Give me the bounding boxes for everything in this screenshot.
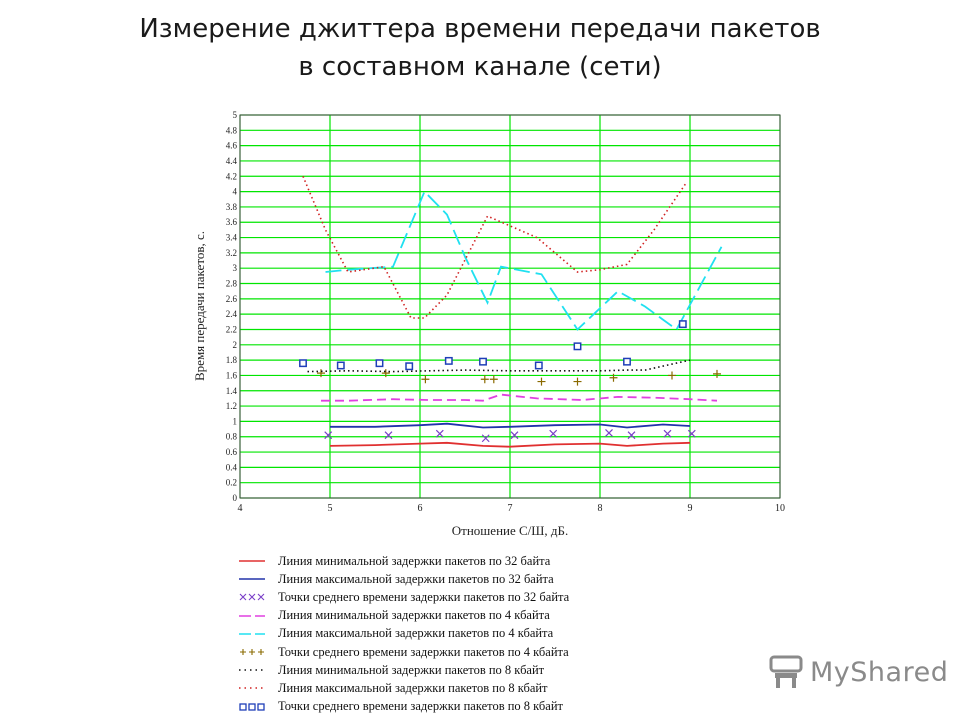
data-point-square — [680, 321, 686, 327]
y-tick-label: 2.6 — [225, 293, 237, 304]
y-tick-label: 4.2 — [225, 171, 237, 182]
y-tick-label: 1.4 — [225, 385, 237, 396]
legend-marker — [249, 594, 255, 600]
legend-label: Точки среднего времени задержки пакетов по 4 кбайта — [278, 644, 569, 659]
x-tick-label: 8 — [597, 503, 603, 514]
y-tick-label: 1.6 — [225, 370, 237, 381]
y-tick-label: 3.6 — [225, 217, 237, 228]
legend-marker — [240, 704, 246, 710]
legend-symbol — [238, 610, 266, 622]
y-tick-label: 2.4 — [225, 309, 237, 320]
y-tick-label: 1.2 — [225, 401, 237, 412]
legend-item — [238, 588, 698, 606]
x-tick-label: 4 — [237, 503, 243, 514]
y-tick-label: 1 — [232, 416, 237, 427]
legend-marker — [249, 649, 255, 655]
data-point-square — [624, 358, 630, 364]
y-axis-title: Время передачи пакетов, с. — [192, 231, 207, 381]
y-tick-label: 1.8 — [225, 355, 237, 366]
y-tick-label: 2.8 — [225, 278, 237, 289]
legend-item — [238, 643, 698, 661]
y-tick-label: 0.2 — [225, 477, 237, 488]
x-tick-label: 6 — [417, 503, 423, 514]
x-tick-label: 7 — [507, 503, 513, 514]
y-tick-label: 2 — [232, 339, 237, 350]
y-tick-label: 4.6 — [225, 140, 237, 151]
y-tick-label: 4.8 — [225, 125, 237, 136]
y-tick-label: 0.6 — [225, 447, 237, 458]
y-tick-label: 3.4 — [225, 232, 237, 243]
x-axis-title: Отношение С/Ш, дБ. — [451, 523, 569, 538]
y-tick-label: 3.2 — [225, 247, 237, 258]
data-point-square — [536, 362, 542, 368]
data-point-square — [574, 343, 580, 349]
y-tick-label: 0.8 — [225, 431, 237, 442]
legend-marker — [240, 594, 246, 600]
legend-symbol — [238, 664, 266, 676]
data-point-square — [300, 360, 306, 366]
y-tick-label: 0.4 — [225, 462, 237, 473]
legend-symbol — [238, 573, 266, 585]
legend-label: Точки среднего времени задержки пакетов по 32 байта — [278, 589, 570, 604]
x-tick-label: 10 — [775, 503, 785, 514]
legend-item — [238, 679, 698, 697]
legend-label: Линия максимальной задержки пакетов по 32 байта — [278, 571, 554, 586]
legend-symbol — [238, 591, 266, 603]
legend-item — [238, 570, 698, 588]
legend-marker — [258, 594, 264, 600]
y-tick-label: 4.4 — [225, 155, 237, 166]
legend-label: Точки среднего времени задержки пакетов по 8 кбайт — [278, 699, 563, 714]
legend-symbol — [238, 701, 266, 713]
legend-label: Линия максимальной задержки пакетов по 4 кбайта — [278, 626, 554, 641]
legend-marker — [249, 704, 255, 710]
y-tick-label: 2.2 — [225, 324, 237, 335]
x-tick-label: 5 — [327, 503, 333, 514]
watermark-text: MyShared — [810, 656, 949, 688]
slide-title-line-2: в составном канале (сети) — [298, 52, 662, 82]
legend-item — [238, 661, 698, 679]
legend-item — [238, 625, 698, 643]
legend-symbol — [238, 555, 266, 567]
chair-logo-icon — [768, 655, 804, 689]
y-tick-label: 3 — [232, 263, 237, 274]
legend-marker — [258, 704, 264, 710]
legend-item — [238, 552, 698, 570]
y-tick-label: 0 — [232, 493, 237, 503]
legend-label: Линия максимальной задержки пакетов по 8 кбайт — [278, 680, 548, 695]
legend-label: Линия минимальной задержки пакетов по 8 кбайт — [278, 662, 545, 677]
data-point-square — [446, 358, 452, 364]
legend-item — [238, 698, 698, 716]
legend-label: Линия минимальной задержки пакетов по 32 байта — [278, 553, 551, 568]
y-tick-label: 4 — [232, 186, 237, 197]
data-point-square — [480, 358, 486, 364]
legend-marker — [240, 649, 246, 655]
legend-label: Линия минимальной задержки пакетов по 4 кбайта — [278, 608, 550, 623]
legend-marker — [258, 649, 264, 655]
slide-title-line-1: Измерение джиттера времени передачи пакетов — [139, 14, 821, 44]
legend-symbol — [238, 628, 266, 640]
x-tick-label: 9 — [687, 503, 693, 514]
data-point-square — [376, 360, 382, 366]
data-point-square — [406, 363, 412, 369]
legend-item — [238, 607, 698, 625]
chart-legend — [238, 552, 698, 716]
watermark — [768, 655, 948, 689]
legend-symbol — [238, 682, 266, 694]
y-tick-label: 5 — [232, 110, 237, 120]
y-tick-label: 3.8 — [225, 201, 237, 212]
data-point-square — [338, 362, 344, 368]
legend-symbol — [238, 646, 266, 658]
